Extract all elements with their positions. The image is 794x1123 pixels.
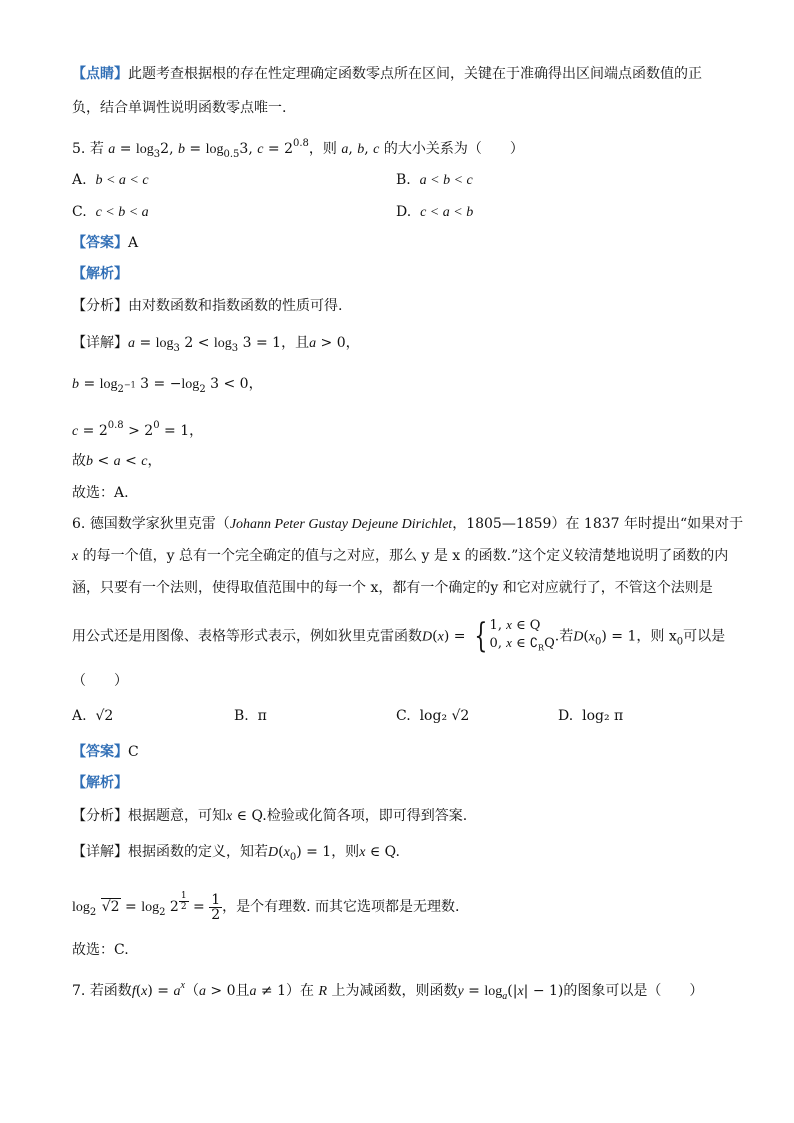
q5-answer: 【答案】A [72,235,139,251]
q6-detail-1: 【详解】根据函数的定义，知若$D(x_0) = 1$，则x ∈ Q. [72,844,400,863]
q5-detail-4: 故b < a < c， [72,453,162,469]
q6-option-b[interactable]: B. π [234,708,267,724]
q6-answer: 【答案】C [72,744,139,760]
q6-stem-4: 用公式还是用图像、表格等形式表示，例如狄里克雷函数D(x) = { 1, x ∈ Q 0, x ∈ $∁_RQ$.若$D(x_0) = 1$，则 $x_0$可以是 [72,616,726,657]
q6-choose: 故选：C. [72,942,129,958]
q6-option-a[interactable]: A. √2 [72,708,114,724]
q5-detail-2: $b = \log_{2^{-1}} 3 = -\log_2$ 3 < 0， [72,376,263,395]
q6-fenxi: 【分析】根据题意，可知x ∈ Q.检验或化简各项，即可得到答案. [72,808,468,824]
q6-paren: （ ） [72,673,128,689]
q5-fenxi: 【分析】由对数函数和指数函数的性质可得. [72,298,343,314]
q5-option-b[interactable]: B. a < b < c [396,172,473,188]
q5-choose: 故选：A. [72,485,129,501]
q7-stem: 7. 若函数$f(x) = a^x(a > 0$且a ≠ 1）在 R 上为减函数，则函数$y = \log_a(|x| - 1)$的图象可以是（ ） [72,980,704,1002]
q5-option-a[interactable]: A. b < a < c [72,172,149,188]
q6-stem-2: x 的每一个值，y 总有一个完全确定的值与之对应，那么 y 是 x 的函数.”这个定义较清楚地说明了函数的内 [72,548,729,564]
dianjing-tag: 【点睛】 [72,66,128,82]
q5-detail-3: $c = 2^{0.8} > 2^0 = 1$， [72,420,204,439]
q5-option-c[interactable]: C. c < b < a [72,204,149,220]
q5-stem: 5. 若 $a = \log_32$, $b = \log_{0.5}3$, $c = 2^{0.8}$，则 a, b, c 的大小关系为（ ） [72,138,524,160]
q5-analysis-tag: 【解析】 [72,266,128,282]
q6-stem-3: 涵，只要有一个法则，使得取值范围中的每一个 x，都有一个确定的y 和它对应就行了，不管这个法则是 [72,580,713,596]
q6-stem-1: 6. 德国数学家狄里克雷（Johann Peter Gustay Dejeune Dirichlet，1805—1859）在 1837 年时提出“如果对于 [72,516,744,532]
q5-option-d[interactable]: D. c < a < b [396,204,474,220]
q5-detail-1: 【详解】$a = \log_3 2 < \log_3 3 = 1$，且a > 0， [72,335,360,354]
q6-detail-2: $\log_2 √2 = \log_2 2$ $^{\frac{1}{2}}$ = $\frac{1}{2}$ ，是个有理数. 而其它选项都是无理数. [72,891,460,923]
q6-option-c[interactable]: C. log₂ √2 [396,708,470,724]
dianjing-line-2: 负，结合单调性说明函数零点唯一. [72,100,287,116]
q6-option-d[interactable]: D. log₂ π [558,708,624,724]
q6-analysis-tag: 【解析】 [72,775,128,791]
dianjing-line-1: 【点睛】此题考查根据根的存在性定理确定函数零点所在区间，关键在于准确得出区间端点函数值的正 [72,66,702,82]
